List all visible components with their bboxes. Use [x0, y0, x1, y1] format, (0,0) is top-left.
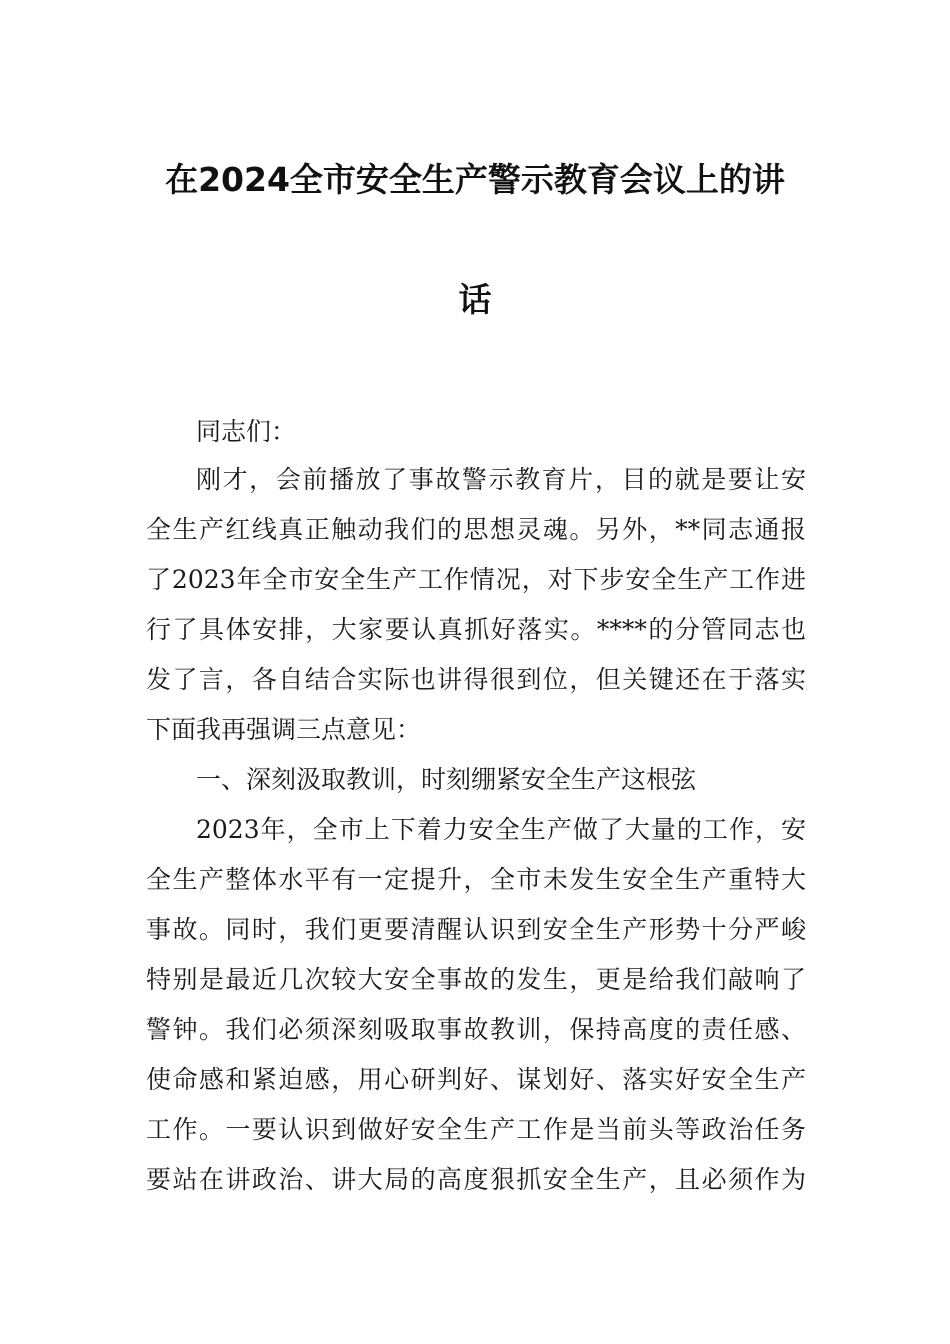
salutation: 同志们： [196, 417, 297, 446]
paragraph-2-line-7: 工作。一要认识到做好安全生产工作是当前头等政治任务 [146, 1115, 806, 1144]
paragraph-2-line-3: 事故。同时，我们更要清醒认识到安全生产形势十分严峻 [146, 915, 806, 944]
paragraph-2-line-5: 警钟。我们必须深刻吸取事故教训，保持高度的责任感、 [146, 1015, 806, 1044]
paragraph-1-line-1: 刚才，会前播放了事故警示教育片，目的就是要让安 [196, 465, 806, 494]
paragraph-2-line-2: 全生产整体水平有一定提升，全市未发生安全生产重特大 [146, 865, 806, 894]
paragraph-1-line-2: 全生产红线真正触动我们的思想灵魂。另外，**同志通报 [146, 515, 806, 544]
section-heading-1: 一、深刻汲取教训，时刻绷紧安全生产这根弦 [196, 765, 697, 794]
paragraph-1-line-6: 下面我再强调三点意见： [146, 715, 422, 744]
paragraph-1-line-3: 了2023年全市安全生产工作情况，对下步安全生产工作进 [146, 565, 806, 594]
paragraph-2-line-1: 2023年，全市上下着力安全生产做了大量的工作，安 [196, 815, 806, 844]
paragraph-2-line-8: 要站在讲政治、讲大局的高度狠抓安全生产，且必须作为 [146, 1165, 806, 1194]
document-title-line-1: 在2024全市安全生产警示教育会议上的讲 [165, 160, 785, 199]
paragraph-1-line-5: 发了言，各自结合实际也讲得很到位，但关键还在于落实 [146, 665, 806, 694]
document-title-line-2: 话 [458, 280, 492, 319]
paragraph-1-line-4: 行了具体安排，大家要认真抓好落实。****的分管同志也 [146, 615, 806, 644]
paragraph-2-line-6: 使命感和紧迫感，用心研判好、谋划好、落实好安全生产 [146, 1065, 806, 1094]
paragraph-2-line-4: 特别是最近几次较大安全事故的发生，更是给我们敲响了 [146, 965, 806, 994]
